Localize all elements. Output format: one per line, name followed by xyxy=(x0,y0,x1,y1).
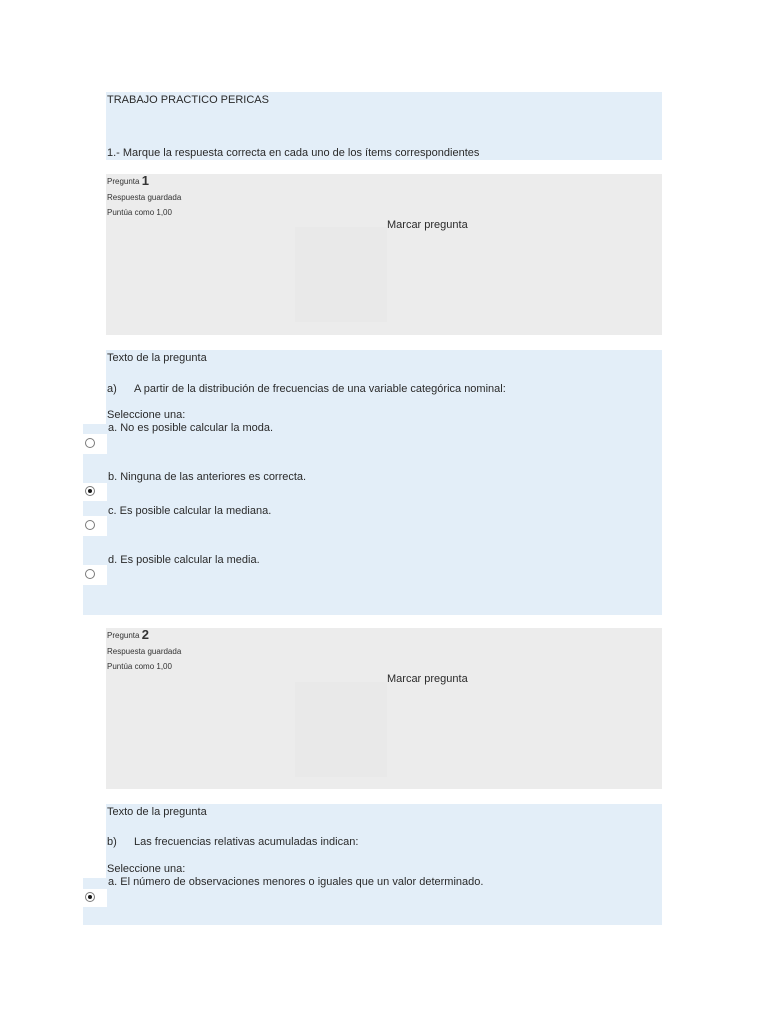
option-d-label[interactable]: d. Es posible calcular la media. xyxy=(108,554,260,566)
radio-option-a[interactable] xyxy=(85,438,95,448)
question-item-text: A partir de la distribución de frecuencias de una variable categórica nominal: xyxy=(134,383,506,395)
question-label-text: Pregunta xyxy=(107,631,140,640)
question-item-letter: a) xyxy=(107,383,117,395)
select-one-label: Seleccione una: xyxy=(107,409,186,421)
question-score: Puntúa como 1,00 xyxy=(107,662,172,671)
question-status: Respuesta guardada xyxy=(107,647,182,656)
question-text-heading: Texto de la pregunta xyxy=(107,352,207,364)
radio-option-c[interactable] xyxy=(85,520,95,530)
option-a-label[interactable]: a. No es posible calcular la moda. xyxy=(108,422,274,434)
question-status: Respuesta guardada xyxy=(107,193,182,202)
question-label xyxy=(107,173,149,188)
option-a-label[interactable]: a. El número de observaciones menores o iguales que un valor determinado. xyxy=(108,876,484,888)
question-number: 2 xyxy=(141,627,149,642)
flag-cell xyxy=(295,682,387,777)
document-title: TRABAJO PRACTICO PERICAS xyxy=(107,94,269,106)
radio-option-a[interactable] xyxy=(85,892,95,902)
radio-option-b[interactable] xyxy=(85,486,95,496)
flag-cell xyxy=(295,227,387,322)
question-number: 1 xyxy=(141,173,149,188)
flag-question-link[interactable]: Marcar pregunta xyxy=(387,673,468,685)
question-label-text: Pregunta xyxy=(107,177,140,186)
question-item-letter: b) xyxy=(107,836,117,848)
question-text-panel xyxy=(106,804,662,925)
flag-question-link[interactable]: Marcar pregunta xyxy=(387,219,468,231)
question-text-heading: Texto de la pregunta xyxy=(107,806,207,818)
select-one-label: Seleccione una: xyxy=(107,863,186,875)
question-item-text: Las frecuencias relativas acumuladas indican: xyxy=(134,836,359,848)
question-score: Puntúa como 1,00 xyxy=(107,208,172,217)
radio-option-d[interactable] xyxy=(85,569,95,579)
option-b-label[interactable]: b. Ninguna de las anteriores es correcta. xyxy=(108,471,307,483)
question-label xyxy=(107,627,149,642)
option-c-label[interactable]: c. Es posible calcular la mediana. xyxy=(108,505,272,517)
instruction-text: 1.- Marque la respuesta correcta en cada uno de los ítems correspondientes xyxy=(107,147,480,159)
